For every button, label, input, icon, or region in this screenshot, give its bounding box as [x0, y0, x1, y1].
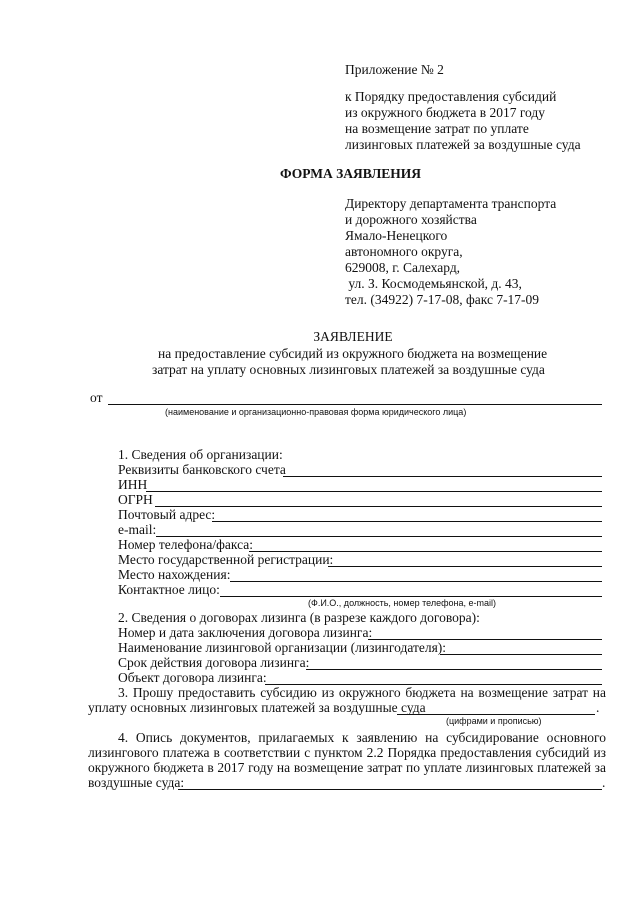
appendix-line: к Порядку предоставления субсидий: [345, 89, 557, 104]
section4-line: 4. Опись документов, прилагаемых к заявлению на субсидирование основного: [118, 730, 606, 745]
addressee-line: тел. (34922) 7-17-08, факс 7-17-09: [345, 292, 540, 307]
contact-field[interactable]: [220, 596, 602, 597]
period: .: [596, 700, 600, 715]
from-field[interactable]: [108, 404, 602, 405]
number-date-label: Номер и дата заключения договора лизинга:: [118, 625, 373, 640]
period: .: [602, 775, 606, 790]
statement-subtitle: на предоставление субсидий из окружного бюджета на возмещение: [158, 346, 548, 361]
lessor-label: Наименование лизинговой организации (лизингодателя):: [118, 640, 447, 655]
inn-field[interactable]: [146, 491, 602, 492]
appendix-line: из окружного бюджета в 2017 году: [345, 105, 546, 120]
inn-label: ИНН: [118, 477, 148, 492]
section2-title: 2. Сведения о договорах лизинга (в разрезе каждого договора):: [118, 610, 480, 625]
email-label: e-mail:: [118, 522, 157, 537]
appendix-line: на возмещение затрат по уплате: [345, 121, 529, 136]
bank-field[interactable]: [283, 476, 602, 477]
term-field[interactable]: [306, 669, 602, 670]
addressee-line: ул. З. Космодемьянской, д. 43,: [345, 276, 522, 291]
phone-label: Номер телефона/факса:: [118, 537, 254, 552]
section4-line: воздушные суда:: [88, 775, 185, 790]
appendix-title: Приложение № 2: [345, 62, 444, 77]
contact-label: Контактное лицо:: [118, 582, 220, 597]
statement-title: ЗАЯВЛЕНИЕ: [313, 329, 393, 344]
reg-place-field[interactable]: [328, 566, 602, 567]
location-label: Место нахождения:: [118, 567, 231, 582]
lessor-field[interactable]: [440, 654, 602, 655]
section3-line: уплату основных лизинговых платежей за воздушные суда: [88, 700, 426, 715]
from-hint: (наименование и организационно-правовая форма юридического лица): [165, 407, 467, 417]
postal-label: Почтовый адрес:: [118, 507, 216, 522]
addressee-line: 629008, г. Салехард,: [345, 260, 461, 275]
section4-line: окружного бюджета в 2017 году на возмещение затрат по уплате лизинговых платежей за: [88, 760, 606, 775]
section4-line: лизингового платежа в соответствии с пунктом 2.2 Порядка предоставления субсидий из: [88, 745, 606, 760]
documents-field[interactable]: [178, 789, 602, 790]
bank-label: Реквизиты банковского счета: [118, 462, 286, 477]
ogrn-label: ОГРН: [118, 492, 153, 507]
section3-line: 3. Прошу предоставить субсидию из окружного бюджета на возмещение затрат на: [118, 685, 606, 700]
location-field[interactable]: [230, 581, 602, 582]
statement-subtitle: затрат на уплату основных лизинговых платежей за воздушные суда: [152, 362, 545, 377]
object-label: Объект договора лизинга:: [118, 670, 267, 685]
ogrn-field[interactable]: [155, 506, 602, 507]
subsidy-amount-field[interactable]: [397, 714, 595, 715]
reg-place-label: Место государственной регистрации:: [118, 552, 334, 567]
contact-hint: (Ф.И.О., должность, номер телефона, e-mail): [308, 598, 496, 608]
appendix-line: лизинговых платежей за воздушные суда: [345, 137, 581, 152]
addressee-line: и дорожного хозяйства: [345, 212, 477, 227]
section1-title: 1. Сведения об организации:: [118, 447, 283, 462]
addressee-line: Директору департамента транспорта: [345, 196, 557, 211]
from-label: от: [90, 390, 103, 405]
term-label: Срок действия договора лизинга:: [118, 655, 310, 670]
addressee-line: Ямало-Ненецкого: [345, 228, 448, 243]
addressee-line: автономного округа,: [345, 244, 463, 259]
form-title: ФОРМА ЗАЯВЛЕНИЯ: [280, 166, 422, 181]
postal-field[interactable]: [212, 521, 602, 522]
amount-hint: (цифрами и прописью): [446, 716, 542, 726]
